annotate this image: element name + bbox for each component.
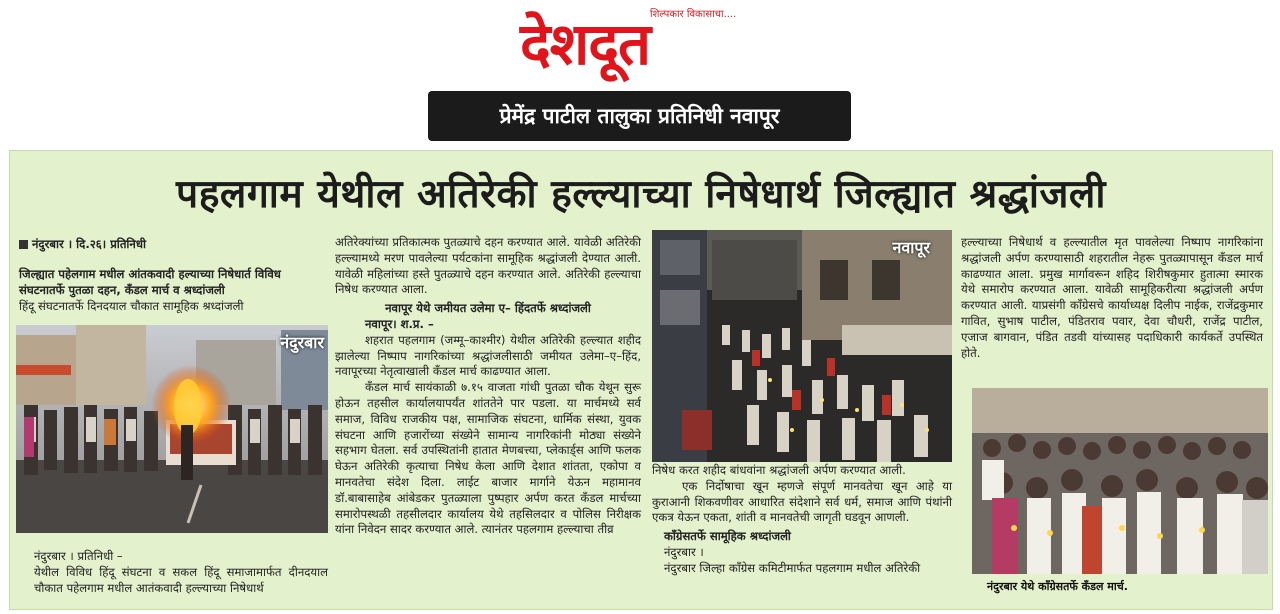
photo-candle-march-navapur [652,230,952,462]
body-paragraph: कँडल मार्च सायंकाळी ७.१५ वाजता गांधी पुतळा चौक येथून सुरू होऊन तहसील कार्यालयापर्यंत शांततेने पार पडला. या मार्चमध्ये सर्व समाज, विविध राजकीय पक्ष, सामाजिक संघटना, धार्मिक संस्था, युवक संघटना आणि हजारोंच्या संख्येने सामान्य नागरिकांनी मोठ्या संख्येने सहभाग घेतला. सर्व उपस्थितांनी हातात मेणबत्त्या, प्लेकार्ड्स आणि फलक घेऊन अतिरेकी कृत्याचा निषेध केला आणि देशात शांतता, एकोपा व मानवतेचा संदेश दिला. लाईट बाजार मार्गाने येऊन महामानव डॉ.बाबासाहेब आंबेडकर पुतळ्याला पुष्पहार अर्पण करत कँडल मार्चच्या समारोपस्थळी तहसीलदार कार्यालय येथे तहसिलदार व पोलिस निरीक्षक यांना निवेदन सादर करण्यात आले. त्यानंतर पहलगाम हल्ल्याचा तीव्र [335,380,641,537]
subheadline-congress: कॉंग्रेसतर्फे सामूहिक श्रध्दांजली [664,529,791,544]
dateline-nandurbar: नंदुरबार । [664,544,704,559]
body-paragraph: निषेध करत शहीद बांधवांना श्रद्धांजली अर्पण करण्यात आली. [652,463,906,477]
body-paragraph: अतिरेक्यांच्या प्रतिकात्मक पुतळ्याचे दहन करण्यात आले. यावेळी अतिरेकी हल्ल्यामध्ये मरण पावलेल्या पर्यटकांना सामूहिक श्रद्धांजली देण्यात आली. यावेळी महिलांच्या हस्ते पुतळ्याचे दहन करण्यात आले. अतिरेकी हल्ल्याचा निषेध करण्यात आला. [335,235,641,297]
body-paragraph: हल्ल्याच्या निषेधार्थ व हल्ल्यातील मृत पावलेल्या निष्पाप नागरिकांना श्रद्धांजली अर्पण करण्यासाठी शहरातील नेहरू पुतळ्यापासून कॅंडल मार्च काढण्यात आला. प्रमुख मार्गावरून शहिद शिरीषकुमार हुतात्मा स्मारक येथे समारोप करण्यात आला. यावेळी सामूहिकरीत्या श्रद्धांजली अर्पण करण्यात आली. याप्रसंगी कॉंग्रेसचे कार्याध्यक्ष दिलीप नाईक, राजेंद्रकुमार गावित, सुभाष पाटील, पंडितराव पवार, देवा चौधरी, राजेंद्र पाटील, एजाज बागवान, पंडित तडवी यांच्यासह पदाधिकारी कार्यकर्ते उपस्थित होते. [961,235,1263,360]
effigy-photo-image [16,325,328,533]
column-1-continued [34,549,328,596]
photo-location-label: नंदुरबार [280,333,324,352]
article-panel [9,150,1273,610]
dateline-2: नंदुरबार । प्रतिनिधी – [34,549,123,563]
column-2 [335,235,641,538]
body-text: येथील विविध हिंदू संघटना व सकल हिंदू समाजामार्फत दीनदयाल चौकात पहेलगाम मधील आतंकवादी हल्ल्याच्या निषेधार्थ [34,564,328,595]
reporter-byline: प्रेमेंद्र पाटील तालुका प्रतिनिधी नवापूर [428,91,851,141]
logo-tagline: शिल्पकार विकासाचा.... [650,9,737,20]
bullet-square-icon [19,240,28,249]
masthead [0,0,1280,90]
body-paragraph: शहरात पहलगाम (जम्मू–काश्मीर) येथील अतिरेकी हल्ल्यात शहीद झालेल्या निष्पाप नागरिकांच्या श्रद्धांजलीसाठी जमीयत उलेमा–ए–हिंद, नवापूरच्या नेतृत्वाखाली कँडल मार्च काढण्यात आला. [335,332,641,379]
article-headline: पहलगाम येथील अतिरेकी हल्ल्याच्या निषेधार्थ जिल्ह्यात श्रद्धांजली [176,172,1106,217]
body-paragraph: एक निर्दोषाचा खून म्हणजे संपूर्ण मानवतेचा खून आहे या कुराआनी शिकवणीवर आधारित संदेशाने सर्व धर्म, समाज आणि पंथांनी एकत्र येऊन एकता, शांती व मानवतेची जागृती घडवून आणली. [652,478,952,525]
newspaper-logo [520,6,760,86]
column-4 [961,235,1263,361]
dateline: नंदुरबार । दि.२६। प्रतिनिधी [32,237,146,251]
subheadline-navapur: नवापूर येथे जमीयत उलेमा ए– हिंदतर्फे श्रध्दांजली [385,301,591,316]
candle-march-photo-image [652,230,952,462]
congress-march-photo-image [972,388,1268,574]
body-paragraph: नंदुरबार जिल्हा कॉंग्रेस कमिटीमार्फत पहलगाम मधील अतिरेकी [664,560,921,575]
photo-congress-candle-march [972,388,1268,574]
column-3 [652,463,952,577]
photo-caption: नंदुरबार येथे कॉंग्रेसतर्फे कॅंडल मार्च. [987,580,1128,593]
dateline-navapur: नवापूर। श.प्र. – [365,316,434,331]
subheadline: जिल्ह्यात पहेलगाम मधील आंतकवादी हल्याच्या निषेधार्त विविध संघटनातर्फे पुतळा दहन, कॅंडल मार्च व श्रध्दांजली [19,266,281,297]
photo-location-label: नवापूर [892,238,930,257]
column-1 [19,237,327,315]
subheadline-2: हिंदू संघटनातर्फे दिनदयाल चौकात सामूहिक श्रध्दांजली [19,299,244,314]
logo-text: देशदूत [520,10,651,78]
photo-effigy-burning [16,325,328,533]
